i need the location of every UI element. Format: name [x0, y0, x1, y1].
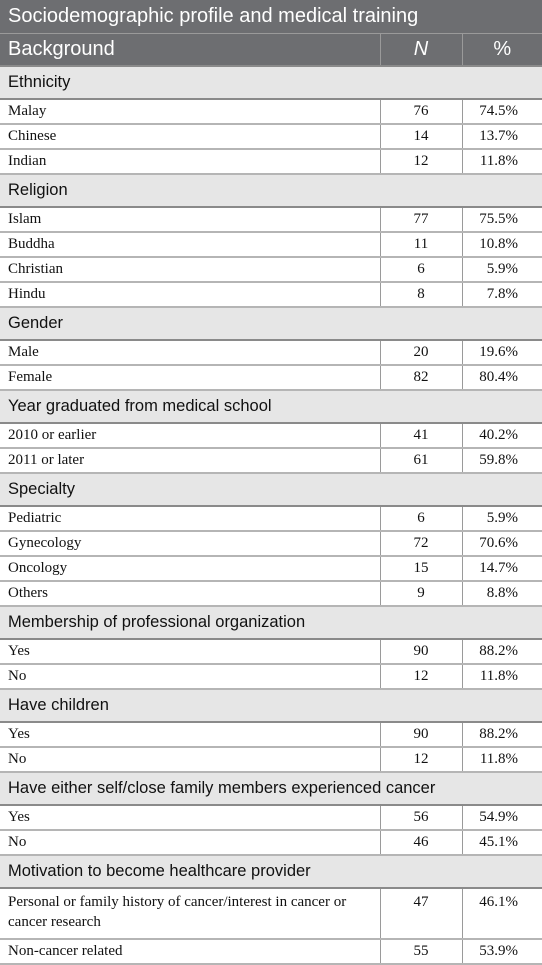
- section-row: [0, 606, 542, 639]
- row-label: Buddha: [0, 232, 380, 257]
- row-count: 56: [380, 805, 462, 830]
- section-row: [0, 855, 542, 888]
- section-row: [0, 772, 542, 805]
- row-percent: 11.8%: [462, 664, 542, 689]
- row-count: 90: [380, 639, 462, 664]
- section-heading: Gender: [0, 307, 542, 340]
- header-percent: %: [462, 34, 542, 67]
- table-row: [0, 257, 542, 282]
- row-label: No: [0, 830, 380, 855]
- section-row: [0, 174, 542, 207]
- row-count: 12: [380, 149, 462, 174]
- table-row: [0, 639, 542, 664]
- row-count: 14: [380, 124, 462, 149]
- section-row: [0, 66, 542, 99]
- row-count: 20: [380, 340, 462, 365]
- table-row: [0, 722, 542, 747]
- row-percent: 88.2%: [462, 722, 542, 747]
- row-label: Hindu: [0, 282, 380, 307]
- row-count: 15: [380, 556, 462, 581]
- table-row: [0, 423, 542, 448]
- row-label: Indian: [0, 149, 380, 174]
- section-heading: Membership of professional organization: [0, 606, 542, 639]
- row-count: 46: [380, 830, 462, 855]
- table-row: [0, 99, 542, 124]
- row-label: No: [0, 747, 380, 772]
- row-count: 11: [380, 232, 462, 257]
- row-percent: 7.8%: [462, 282, 542, 307]
- row-count: 72: [380, 531, 462, 556]
- table-row: [0, 888, 542, 939]
- row-label: Gynecology: [0, 531, 380, 556]
- row-percent: 45.1%: [462, 830, 542, 855]
- header-n: N: [380, 34, 462, 67]
- section-row: [0, 390, 542, 423]
- row-label: Oncology: [0, 556, 380, 581]
- title-row: [0, 0, 542, 34]
- table-row: [0, 581, 542, 606]
- row-count: 12: [380, 747, 462, 772]
- row-label: Christian: [0, 257, 380, 282]
- row-count: 55: [380, 939, 462, 964]
- section-row: [0, 473, 542, 506]
- row-count: 47: [380, 888, 462, 939]
- section-row: [0, 689, 542, 722]
- table-row: [0, 448, 542, 473]
- table-row: [0, 556, 542, 581]
- row-percent: 13.7%: [462, 124, 542, 149]
- table-row: [0, 939, 542, 964]
- row-label: Non-cancer related: [0, 939, 380, 964]
- table-row: [0, 207, 542, 232]
- row-count: 12: [380, 664, 462, 689]
- table-row: [0, 531, 542, 556]
- row-count: 90: [380, 722, 462, 747]
- table-row: [0, 365, 542, 390]
- section-row: [0, 307, 542, 340]
- row-percent: 40.2%: [462, 423, 542, 448]
- row-percent: 75.5%: [462, 207, 542, 232]
- table-row: [0, 506, 542, 531]
- section-heading: Have children: [0, 689, 542, 722]
- row-percent: 10.8%: [462, 232, 542, 257]
- table-row: [0, 830, 542, 855]
- row-label: Others: [0, 581, 380, 606]
- table-row: [0, 149, 542, 174]
- row-percent: 54.9%: [462, 805, 542, 830]
- section-heading: Specialty: [0, 473, 542, 506]
- row-label: Male: [0, 340, 380, 365]
- table-row: [0, 282, 542, 307]
- row-percent: 19.6%: [462, 340, 542, 365]
- row-label: Yes: [0, 639, 380, 664]
- row-percent: 5.9%: [462, 257, 542, 282]
- row-label: Personal or family history of cancer/interest in cancer or cancer research: [0, 888, 380, 939]
- row-label: 2010 or earlier: [0, 423, 380, 448]
- row-label: 2011 or later: [0, 448, 380, 473]
- row-label: Chinese: [0, 124, 380, 149]
- row-label: Yes: [0, 722, 380, 747]
- row-percent: 8.8%: [462, 581, 542, 606]
- table-row: [0, 232, 542, 257]
- row-percent: 14.7%: [462, 556, 542, 581]
- row-percent: 88.2%: [462, 639, 542, 664]
- row-percent: 46.1%: [462, 888, 542, 939]
- section-heading: Religion: [0, 174, 542, 207]
- table-row: [0, 124, 542, 149]
- table-row: [0, 664, 542, 689]
- row-count: 76: [380, 99, 462, 124]
- section-heading: Have either self/close family members experienced cancer: [0, 772, 542, 805]
- row-percent: 53.9%: [462, 939, 542, 964]
- table-row: [0, 805, 542, 830]
- row-count: 6: [380, 257, 462, 282]
- row-label: Female: [0, 365, 380, 390]
- header-row: [0, 34, 542, 67]
- row-percent: 5.9%: [462, 506, 542, 531]
- table-row: [0, 747, 542, 772]
- row-count: 82: [380, 365, 462, 390]
- table-title: Sociodemographic profile and medical training: [0, 0, 542, 34]
- row-label: Yes: [0, 805, 380, 830]
- row-count: 41: [380, 423, 462, 448]
- row-percent: 11.8%: [462, 747, 542, 772]
- row-count: 77: [380, 207, 462, 232]
- section-heading: Motivation to become healthcare provider: [0, 855, 542, 888]
- row-percent: 80.4%: [462, 365, 542, 390]
- table-body: [0, 66, 542, 964]
- section-heading: Year graduated from medical school: [0, 390, 542, 423]
- row-percent: 74.5%: [462, 99, 542, 124]
- row-label: Pediatric: [0, 506, 380, 531]
- row-percent: 59.8%: [462, 448, 542, 473]
- table-row: [0, 340, 542, 365]
- row-percent: 70.6%: [462, 531, 542, 556]
- row-count: 6: [380, 506, 462, 531]
- section-heading: Ethnicity: [0, 66, 542, 99]
- row-count: 9: [380, 581, 462, 606]
- row-label: Islam: [0, 207, 380, 232]
- row-label: Malay: [0, 99, 380, 124]
- row-percent: 11.8%: [462, 149, 542, 174]
- row-label: No: [0, 664, 380, 689]
- row-count: 8: [380, 282, 462, 307]
- header-background: Background: [0, 34, 380, 67]
- row-count: 61: [380, 448, 462, 473]
